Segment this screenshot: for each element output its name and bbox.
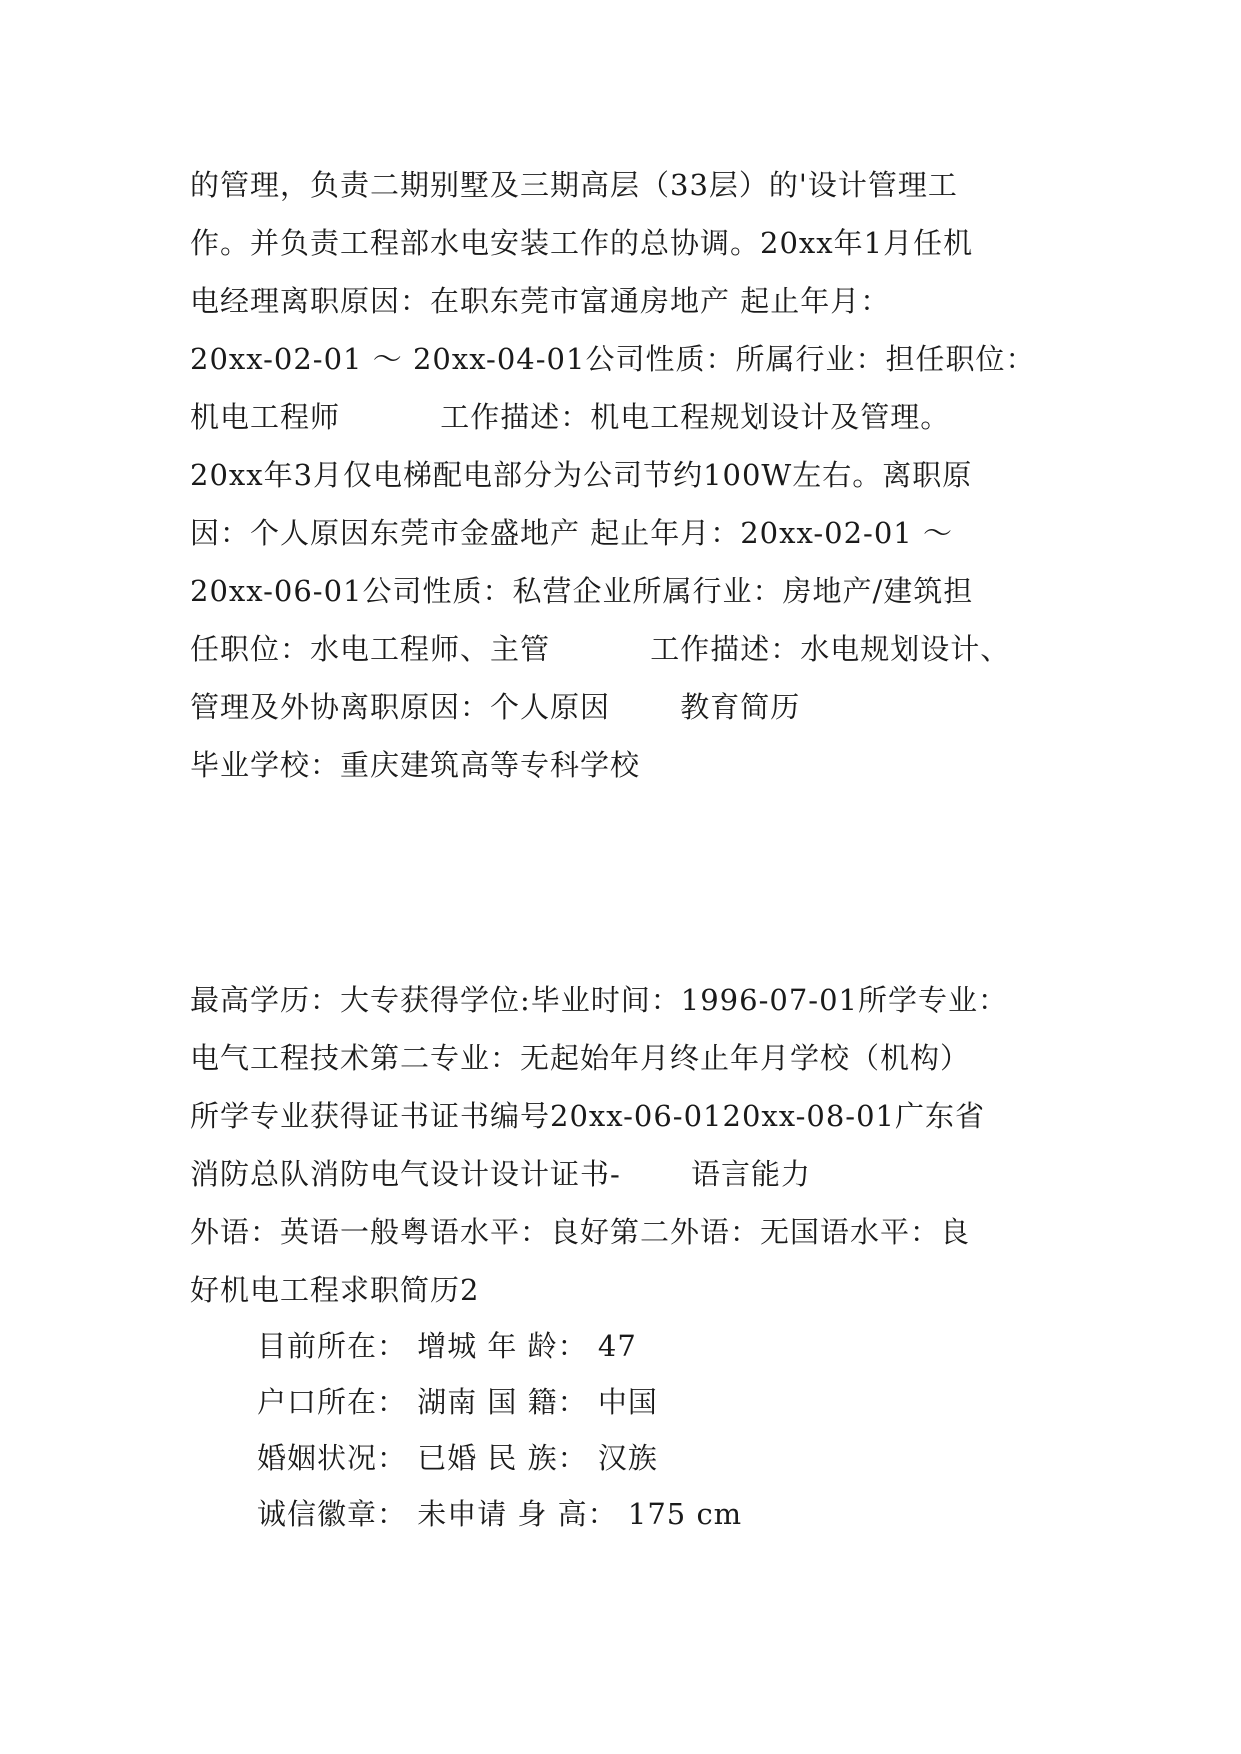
- text-line: 外语：英语一般粤语水平：良好第二外语：无国语水平：良: [190, 1215, 971, 1249]
- text-line: 好机电工程求职简历2: [190, 1273, 480, 1307]
- text-line: 管理及外协离职原因：个人原因 教育简历: [190, 690, 801, 724]
- text-line: 消防总队消防电气设计设计证书- 语言能力: [190, 1157, 812, 1191]
- text-line: 20xx-06-01公司性质：私营企业所属行业：房地产/建筑担: [190, 574, 974, 608]
- text-line: 因：个人原因东莞市金盛地产 起止年月：20xx-02-01 ～: [190, 516, 953, 550]
- text-line: 电经理离职原因：在职东莞市富通房地产 起止年月：: [190, 284, 891, 318]
- info-row-marital-ethnicity: 婚姻状况： 已婚 民 族： 汉族: [257, 1441, 658, 1475]
- text-line: 机电工程师 工作描述：机电工程规划设计及管理。: [190, 400, 951, 434]
- text-line: 最高学历：大专获得学位:毕业时间：1996-07-01所学专业：: [190, 983, 1008, 1017]
- info-row-hukou-nationality: 户口所在： 湖南 国 籍： 中国: [257, 1385, 658, 1419]
- text-line: 所学专业获得证书证书编号20xx-06-0120xx-08-01广东省: [190, 1099, 986, 1133]
- text-line: 20xx-02-01 ～ 20xx-04-01公司性质：所属行业：担任职位：: [190, 342, 1036, 376]
- info-row-location-age: 目前所在： 增城 年 龄： 47: [257, 1329, 637, 1363]
- text-line: 20xx年3月仅电梯配电部分为公司节约100W左右。离职原: [190, 458, 973, 492]
- text-line: 作。并负责工程部水电安装工作的总协调。20xx年1月任机: [190, 226, 974, 260]
- text-line: 任职位：水电工程师、主管 工作描述：水电规划设计、: [190, 632, 1011, 666]
- personal-info-section: [190, 1318, 1055, 1542]
- work-history-section: [190, 156, 1055, 794]
- text-line: 毕业学校：重庆建筑高等专科学校: [190, 748, 641, 782]
- info-row-badge-height: 诚信徽章： 未申请 身 高： 175 cm: [257, 1497, 743, 1531]
- text-line: 电气工程技术第二专业：无起始年月终止年月学校（机构）: [190, 1041, 971, 1075]
- education-language-section: [190, 971, 1055, 1319]
- text-line: 的管理，负责二期别墅及三期高层（33层）的'设计管理工: [190, 168, 958, 202]
